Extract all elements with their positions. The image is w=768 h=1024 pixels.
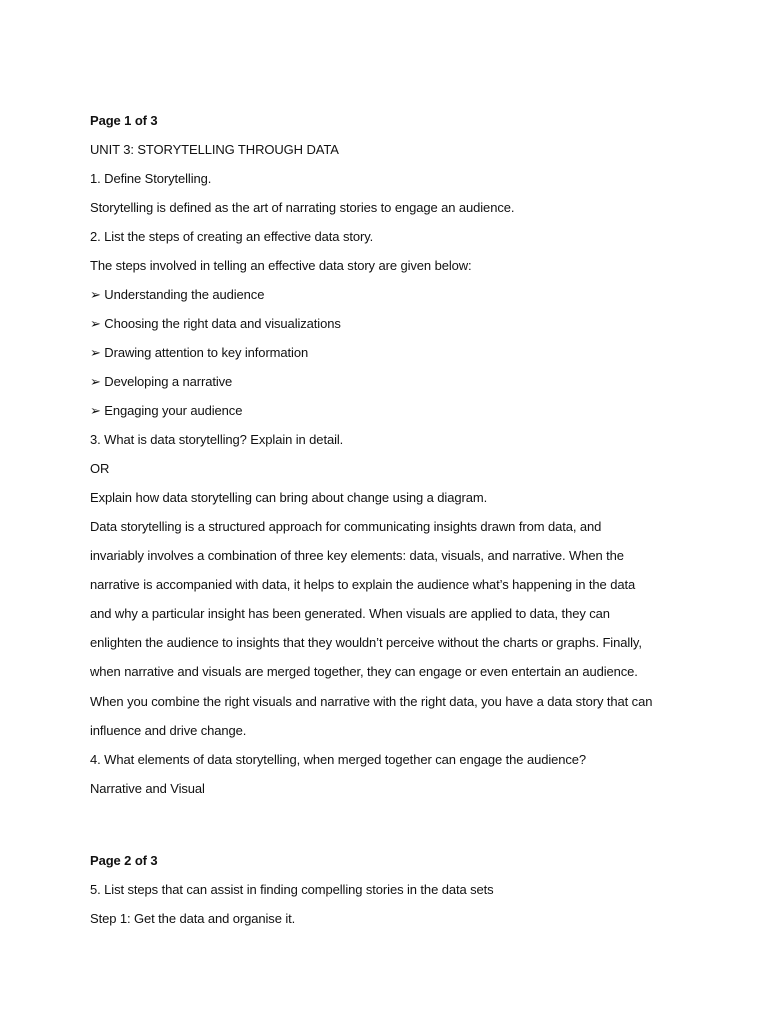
answer-2-intro: The steps involved in telling an effective data story are given below:: [90, 258, 472, 273]
question-3-alt: Explain how data storytelling can bring about change using a diagram.: [90, 490, 488, 505]
question-3: 3. What is data storytelling? Explain in detail.: [90, 432, 344, 447]
step-item: ➢ Understanding the audience: [90, 287, 265, 302]
question-4: 4. What elements of data storytelling, when merged together can engage the audience?: [90, 752, 587, 767]
answer-3-line: when narrative and visuals are merged together, they can engage or even entertain an audience.: [90, 664, 638, 679]
page-header-1: Page 1 of 3: [90, 113, 158, 128]
unit-title: UNIT 3: STORYTELLING THROUGH DATA: [90, 142, 339, 157]
answer-1: Storytelling is defined as the art of narrating stories to engage an audience.: [90, 200, 515, 215]
answer-3-line: invariably involves a combination of three key elements: data, visuals, and narrative. When the: [90, 548, 624, 563]
page-header-2: Page 2 of 3: [90, 853, 158, 868]
step-item: ➢ Engaging your audience: [90, 403, 243, 418]
answer-3-line: enlighten the audience to insights that they wouldn’t perceive without the charts or graphs. Finally,: [90, 635, 642, 650]
answer-3-line: Data storytelling is a structured approach for communicating insights drawn from data, and: [90, 519, 602, 534]
answer-3-line: narrative is accompanied with data, it helps to explain the audience what’s happening in the data: [90, 577, 636, 592]
question-5: 5. List steps that can assist in finding compelling stories in the data sets: [90, 882, 494, 897]
step-item: ➢ Developing a narrative: [90, 374, 233, 389]
step-item: ➢ Drawing attention to key information: [90, 345, 309, 360]
answer-3-line: influence and drive change.: [90, 723, 247, 738]
answer-3-line: When you combine the right visuals and narrative with the right data, you have a data story that can: [90, 694, 653, 709]
step-1: Step 1: Get the data and organise it.: [90, 911, 296, 926]
question-2: 2. List the steps of creating an effective data story.: [90, 229, 374, 244]
step-item: ➢ Choosing the right data and visualizations: [90, 316, 341, 331]
answer-3-line: and why a particular insight has been generated. When visuals are applied to data, they can: [90, 606, 610, 621]
question-1: 1. Define Storytelling.: [90, 171, 212, 186]
or-separator: OR: [90, 461, 110, 476]
answer-4: Narrative and Visual: [90, 781, 205, 796]
